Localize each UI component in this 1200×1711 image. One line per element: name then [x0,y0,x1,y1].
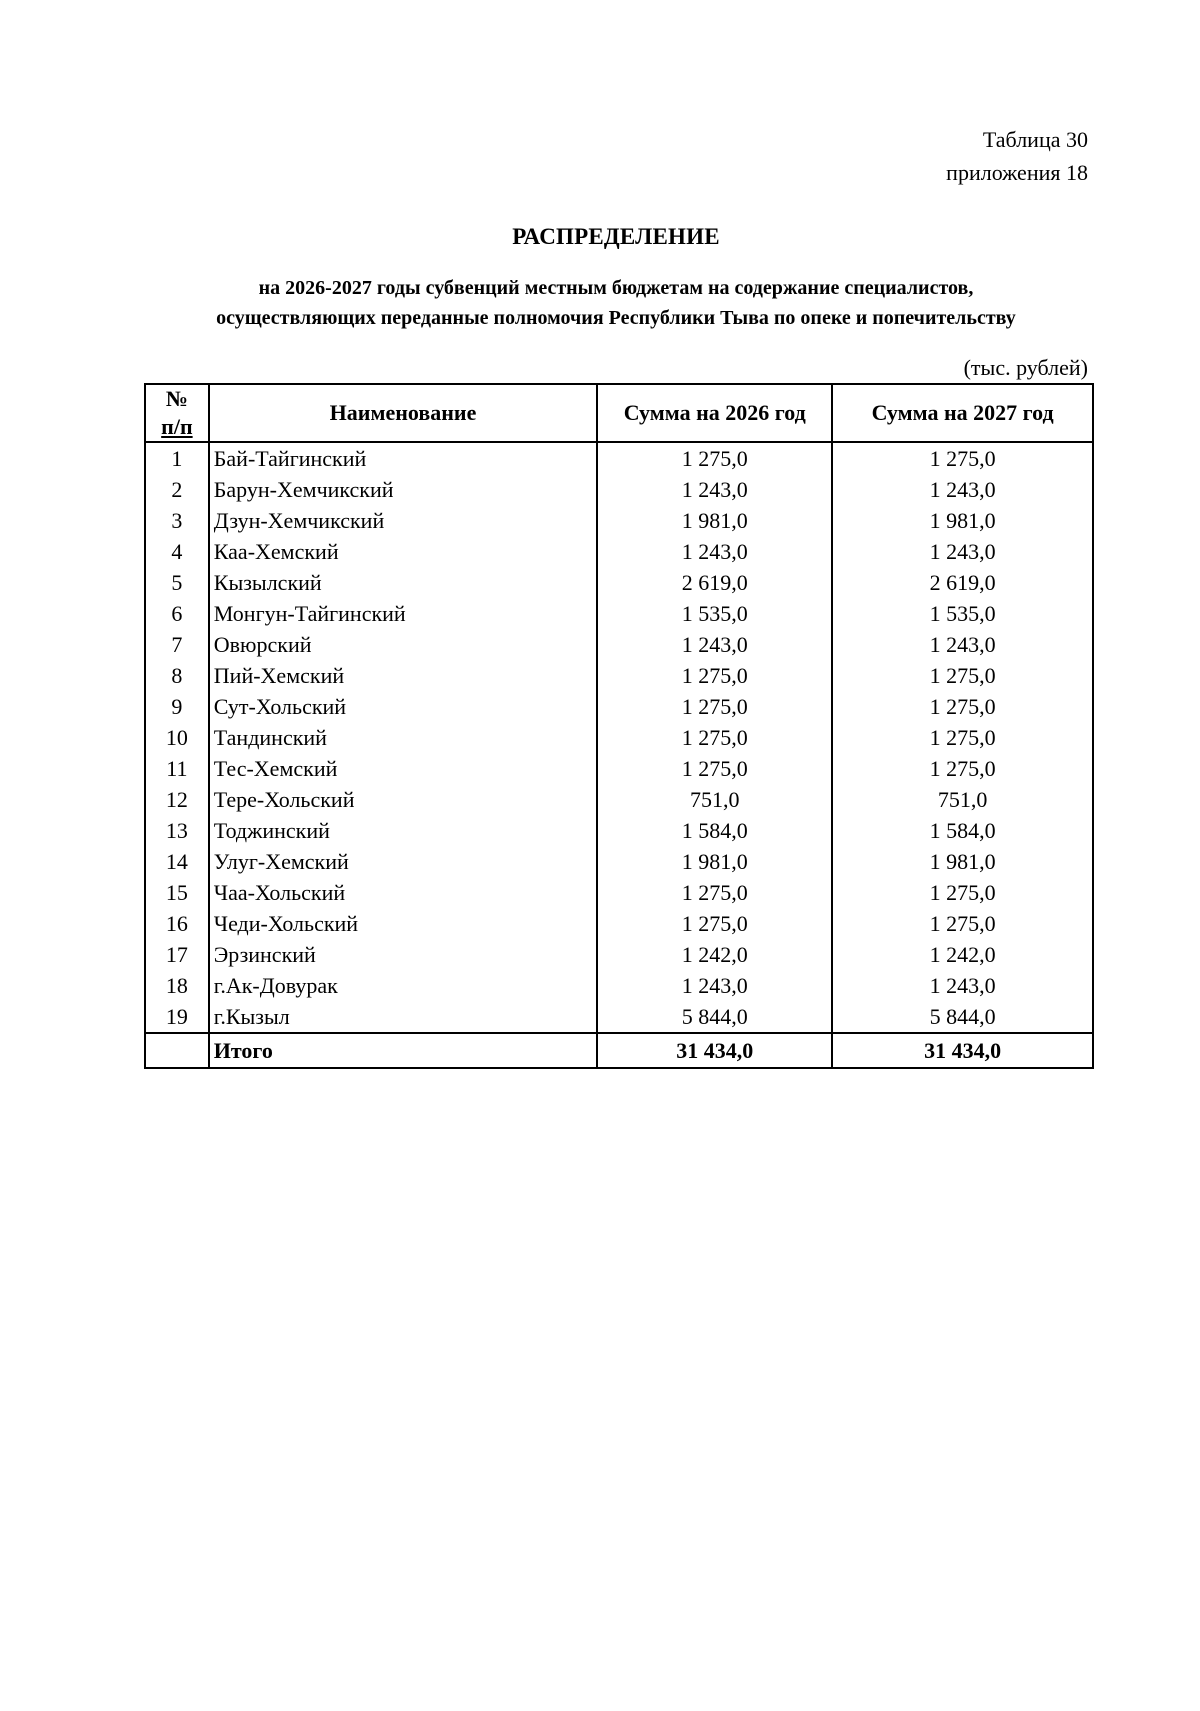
table-row [145,784,1093,815]
total-label: Итого [209,1033,597,1068]
row-sum-2027: 1 275,0 [832,753,1093,784]
table-row [145,629,1093,660]
table-row [145,1001,1093,1033]
units-label: (тыс. рублей) [963,355,1088,380]
row-sum-2027: 1 584,0 [832,815,1093,846]
column-header-name: Наименование [209,384,597,442]
row-sum-2026: 1 275,0 [597,908,832,939]
row-name: Тоджинский [209,815,597,846]
table-row [145,474,1093,505]
row-name: Тандинский [209,722,597,753]
row-number: 2 [145,474,209,505]
row-sum-2026: 1 242,0 [597,939,832,970]
row-sum-2027: 1 243,0 [832,536,1093,567]
table-row [145,691,1093,722]
table-reference [946,123,1088,189]
table-number: Таблица 30 [982,127,1088,152]
column-header-sum-2026: Сумма на 2026 год [597,384,832,442]
appendix-number: приложения 18 [946,160,1088,185]
row-name: Чаа-Хольский [209,877,597,908]
row-sum-2027: 1 275,0 [832,660,1093,691]
row-name: Сут-Хольский [209,691,597,722]
row-number: 8 [145,660,209,691]
document-title: РАСПРЕДЕЛЕНИЕ [512,224,720,249]
row-sum-2026: 1 584,0 [597,815,832,846]
table-row [145,505,1093,536]
row-name: г.Ак-Довурак [209,970,597,1001]
row-name: Эрзинский [209,939,597,970]
row-sum-2027: 751,0 [832,784,1093,815]
row-sum-2027: 2 619,0 [832,567,1093,598]
column-header-number [145,384,209,442]
row-sum-2027: 1 981,0 [832,505,1093,536]
table-row [145,970,1093,1001]
table-row [145,567,1093,598]
row-name: Кызылский [209,567,597,598]
column-header-number-abbr: п/п [161,414,193,439]
row-sum-2026: 751,0 [597,784,832,815]
subtitle-line-2: осуществляющих переданные полномочия Республики Тыва по опеке и попечительству [216,307,1016,329]
table-row [145,660,1093,691]
row-sum-2026: 1 981,0 [597,846,832,877]
row-sum-2027: 1 275,0 [832,691,1093,722]
table-body [145,442,1093,1068]
row-sum-2027: 1 275,0 [832,877,1093,908]
subtitle-line-1: на 2026-2027 годы субвенций местным бюджетам на содержание специалистов, [258,277,974,299]
row-number: 10 [145,722,209,753]
row-name: Чеди-Хольский [209,908,597,939]
row-number: 6 [145,598,209,629]
row-number: 12 [145,784,209,815]
table-row [145,536,1093,567]
table-header-row [145,384,1093,442]
table-row [145,815,1093,846]
row-sum-2026: 1 275,0 [597,753,832,784]
total-sum-2026: 31 434,0 [597,1033,832,1068]
row-sum-2026: 1 243,0 [597,629,832,660]
row-sum-2027: 1 535,0 [832,598,1093,629]
distribution-table [144,383,1094,1069]
row-sum-2026: 1 243,0 [597,536,832,567]
row-number: 19 [145,1001,209,1033]
row-number: 17 [145,939,209,970]
row-sum-2026: 1 275,0 [597,691,832,722]
row-number: 11 [145,753,209,784]
row-name: Каа-Хемский [209,536,597,567]
row-sum-2026: 1 275,0 [597,722,832,753]
row-name: г.Кызыл [209,1001,597,1033]
column-header-sum-2027: Сумма на 2027 год [832,384,1093,442]
row-number: 3 [145,505,209,536]
total-row [145,1033,1093,1068]
row-name: Тес-Хемский [209,753,597,784]
row-name: Дзун-Хемчикский [209,505,597,536]
row-name: Барун-Хемчикский [209,474,597,505]
row-name: Бай-Тайгинский [209,442,597,474]
row-sum-2026: 5 844,0 [597,1001,832,1033]
row-sum-2027: 5 844,0 [832,1001,1093,1033]
row-sum-2026: 1 535,0 [597,598,832,629]
row-sum-2026: 1 275,0 [597,660,832,691]
row-sum-2026: 1 243,0 [597,474,832,505]
row-number: 16 [145,908,209,939]
row-number: 18 [145,970,209,1001]
column-header-number-symbol: № [165,386,188,411]
table-row [145,877,1093,908]
table-row [145,939,1093,970]
row-number: 13 [145,815,209,846]
row-sum-2027: 1 275,0 [832,722,1093,753]
row-sum-2026: 1 981,0 [597,505,832,536]
row-sum-2027: 1 275,0 [832,442,1093,474]
row-sum-2027: 1 243,0 [832,970,1093,1001]
row-sum-2026: 1 243,0 [597,970,832,1001]
row-name: Улуг-Хемский [209,846,597,877]
table-row [145,722,1093,753]
row-number: 9 [145,691,209,722]
row-number: 7 [145,629,209,660]
table-row [145,846,1093,877]
row-sum-2026: 2 619,0 [597,567,832,598]
table-row [145,908,1093,939]
table-row [145,598,1093,629]
row-number: 5 [145,567,209,598]
row-sum-2027: 1 275,0 [832,908,1093,939]
total-number-cell [145,1033,209,1068]
total-sum-2027: 31 434,0 [832,1033,1093,1068]
table-row [145,753,1093,784]
row-sum-2027: 1 243,0 [832,474,1093,505]
row-name: Монгун-Тайгинский [209,598,597,629]
table-row [145,442,1093,474]
document-subtitle [0,273,1200,333]
row-name: Овюрский [209,629,597,660]
row-sum-2027: 1 243,0 [832,629,1093,660]
row-number: 15 [145,877,209,908]
row-number: 4 [145,536,209,567]
row-number: 1 [145,442,209,474]
row-number: 14 [145,846,209,877]
row-sum-2026: 1 275,0 [597,877,832,908]
row-name: Тере-Хольский [209,784,597,815]
row-sum-2026: 1 275,0 [597,442,832,474]
row-name: Пий-Хемский [209,660,597,691]
row-sum-2027: 1 242,0 [832,939,1093,970]
row-sum-2027: 1 981,0 [832,846,1093,877]
